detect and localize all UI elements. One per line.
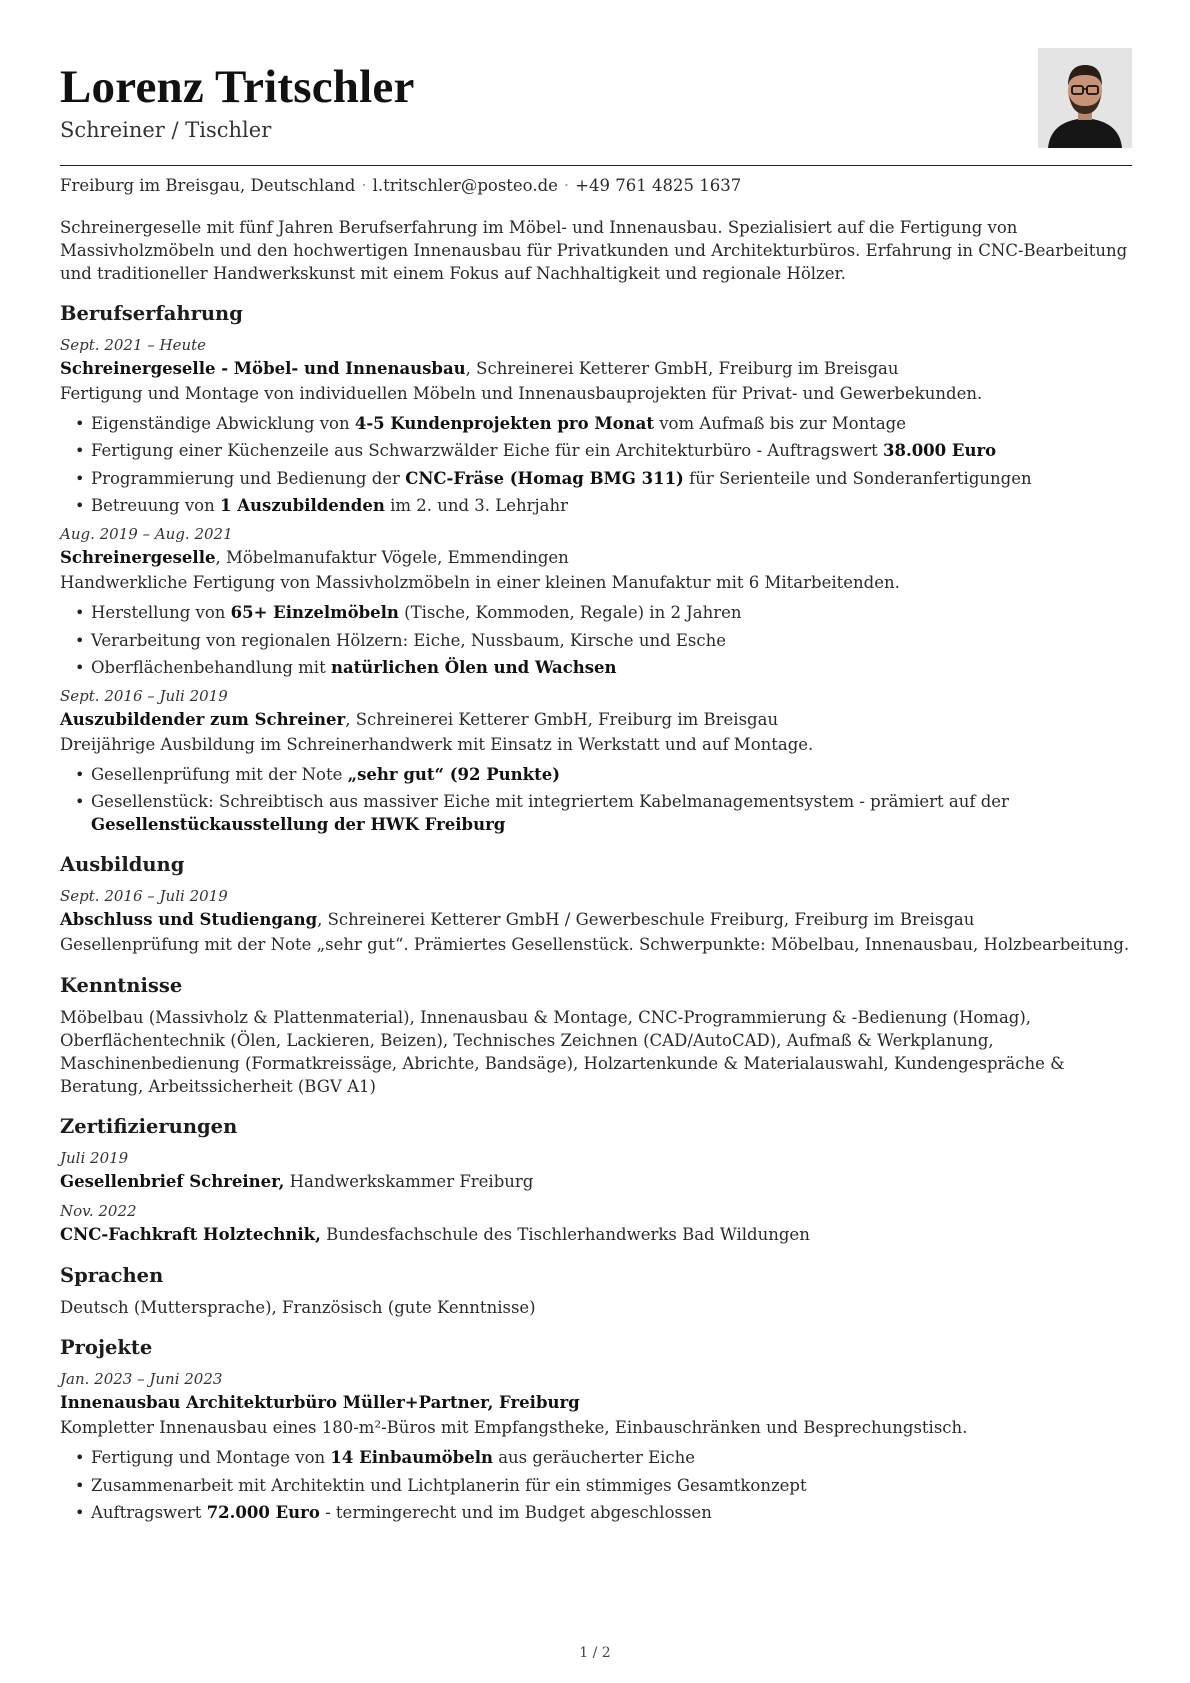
entry-role-line [60, 545, 1132, 570]
certification-entry [60, 1147, 1132, 1194]
entry-date: Nov. 2022 [60, 1202, 137, 1221]
bullet-item: • Herstellung von 65+ Einzelmöbeln (Tische, Kommoden, Regale) in 2 Jahren [60, 601, 1132, 624]
experience-entry [60, 685, 1132, 836]
bullet-item: • Betreuung von 1 Auszubildenden im 2. und 3. Lehrjahr [60, 494, 1132, 517]
entry-bullets [60, 763, 1132, 836]
job-title: Schreiner / Tischler [60, 118, 272, 142]
skills-text: Möbelbau (Massivholz & Plattenmaterial), Innenausbau & Montage, CNC-Programmierung & -Bedienung (Homag), Oberflächentechnik (Ölen, Lackieren, Beizen), Technisches Zeichnen (CAD/AutoCAD), Aufmaß & Werkplanung, Maschinenbedienung (Formatkreissäge, Abrichte, Bandsäge), Holzartenkunde & Materialauswahl, Kundengespräche & Beratung, Arbeitssicherheit (BGV A1) [60, 1008, 1065, 1097]
entry-bullets [60, 412, 1132, 517]
entry-role-line [60, 1169, 1132, 1194]
entry-org: , Schreinerei Ketterer GmbH / Gewerbeschule Freiburg, Freiburg im Breisgau [317, 910, 975, 930]
bullet-item: • Fertigung einer Küchenzeile aus Schwarzwälder Eiche für ein Architekturbüro - Auftragswert 38.000 Euro [60, 439, 1132, 462]
certification-entry [60, 1200, 1132, 1247]
entry-role-line [60, 707, 1132, 732]
entry-date: Sept. 2016 – Juli 2019 [60, 686, 228, 705]
section-title-certifications: Zertifizierungen [60, 1115, 238, 1139]
page-number: 1 / 2 [579, 1645, 611, 1661]
section-title-languages: Sprachen [60, 1264, 164, 1288]
experience-entry [60, 523, 1132, 679]
entry-description: Handwerkliche Fertigung von Massivholzmöbeln in einer kleinen Manufaktur mit 6 Mitarbeitenden. [60, 573, 900, 593]
languages-text: Deutsch (Muttersprache), Französisch (gute Kenntnisse) [60, 1298, 536, 1318]
contact-phone[interactable]: +49 761 4825 1637 [575, 176, 742, 195]
section-title-education: Ausbildung [60, 853, 185, 877]
section-title-projects: Projekte [60, 1336, 153, 1360]
contact-separator: · [361, 176, 367, 195]
entry-bullets [60, 1446, 1132, 1524]
profile-photo [1038, 48, 1132, 148]
contact-line [60, 174, 1132, 198]
entry-date: Juli 2019 [60, 1149, 129, 1168]
resume-page [60, 0, 1132, 1530]
entry-description: Kompletter Innenausbau eines 180-m²-Büros mit Empfangstheke, Einbauschränken und Besprechungstisch. [60, 1418, 968, 1438]
entry-org: , Möbelmanufaktur Vögele, Emmendingen [215, 548, 569, 568]
entry-org: , Schreinerei Ketterer GmbH, Freiburg im Breisgau [465, 359, 899, 378]
bullet-item: • Gesellenprüfung mit der Note „sehr gut“ (92 Punkte) [60, 763, 1132, 786]
contact-separator: · [563, 176, 570, 195]
entry-bullets [60, 601, 1132, 679]
entry-role: Innenausbau Architekturbüro Müller+Partner, Freiburg [60, 1393, 580, 1413]
entry-role: Schreinergeselle [60, 548, 216, 568]
bullet-item: • Fertigung und Montage von 14 Einbaumöbeln aus geräucherter Eiche [60, 1446, 1132, 1469]
entry-date: Aug. 2019 – Aug. 2021 [60, 525, 233, 544]
contact-location: Freiburg im Breisgau, Deutschland [60, 176, 356, 195]
entry-description: Fertigung und Montage von individuellen Möbeln und Innenausbauprojekten für Privat- und Gewerbekunden. [60, 384, 983, 403]
education-entry [60, 885, 1132, 957]
project-entry [60, 1368, 1132, 1524]
contact-email[interactable]: l.tritschler@posteo.de [372, 176, 558, 195]
entry-role: Schreinergeselle - Möbel- und Innenausbau [60, 359, 466, 378]
entry-date: Sept. 2016 – Juli 2019 [60, 887, 228, 906]
entry-role-line [60, 1390, 1132, 1415]
entry-date: Jan. 2023 – Juni 2023 [60, 1370, 223, 1389]
entry-org: Handwerkskammer Freiburg [284, 1172, 534, 1192]
entry-description: Gesellenprüfung mit der Note „sehr gut“. Prämiertes Gesellenstück. Schwerpunkte: Möbelbau, Innenausbau, Holzbearbeitung. [60, 935, 1130, 955]
entry-org: , Schreinerei Ketterer GmbH, Freiburg im Breisgau [345, 709, 779, 729]
entry-org: Bundesfachschule des Tischlerhandwerks Bad Wildungen [320, 1225, 810, 1245]
experience-entry [60, 334, 1132, 517]
bullet-item: • Programmierung und Bedienung der CNC-Fräse (Homag BMG 311) für Serienteile und Sonderanfertigungen [60, 467, 1132, 490]
entry-role: Gesellenbrief Schreiner, [60, 1172, 285, 1192]
person-name: Lorenz Tritschler [60, 61, 415, 113]
bullet-item: • Oberflächenbehandlung mit natürlichen Ölen und Wachsen [60, 656, 1132, 679]
entry-role: Auszubildender zum Schreiner [60, 709, 346, 729]
entry-role-line [60, 1222, 1132, 1247]
bullet-item: • Auftragswert 72.000 Euro - termingerecht und im Budget abgeschlossen [60, 1501, 1132, 1524]
bullet-item: • Eigenständige Abwicklung von 4-5 Kundenprojekten pro Monat vom Aufmaß bis zur Montage [60, 412, 1132, 435]
entry-role: Abschluss und Studiengang [60, 910, 318, 930]
resume-header [60, 0, 1132, 166]
bullet-item: • Zusammenarbeit mit Architektin und Lichtplanerin für ein stimmiges Gesamtkonzept [60, 1474, 1132, 1497]
section-title-experience: Berufserfahrung [60, 302, 243, 325]
person-photo-icon [1038, 48, 1132, 148]
entry-role-line [60, 356, 1132, 381]
bullet-item: • Verarbeitung von regionalen Hölzern: Eiche, Nussbaum, Kirsche und Esche [60, 629, 1132, 652]
entry-date: Sept. 2021 – Heute [60, 336, 207, 354]
section-title-skills: Kenntnisse [60, 974, 183, 998]
entry-role-line [60, 907, 1132, 932]
entry-description: Dreijährige Ausbildung im Schreinerhandwerk mit Einsatz in Werkstatt und auf Montage. [60, 734, 814, 754]
profile-summary: Schreinergeselle mit fünf Jahren Berufserfahrung im Möbel- und Innenausbau. Spezialisiert auf die Fertigung von Massivholzmöbeln und den hochwertigen Innenausbau für Privatkunden und Architekturbüros. Erfahrung in CNC-Bearbeitung und traditioneller Handwerkskunst mit einem Fokus auf Nachhaltigkeit und regionale Hölzer. [60, 218, 1128, 283]
bullet-item: • Gesellenstück: Schreibtisch aus massiver Eiche mit integriertem Kabelmanagementsystem - prämiert auf der Gesellenstückausstellung der HWK Freiburg [60, 790, 1132, 836]
entry-role: CNC-Fachkraft Holztechnik, [60, 1225, 321, 1245]
